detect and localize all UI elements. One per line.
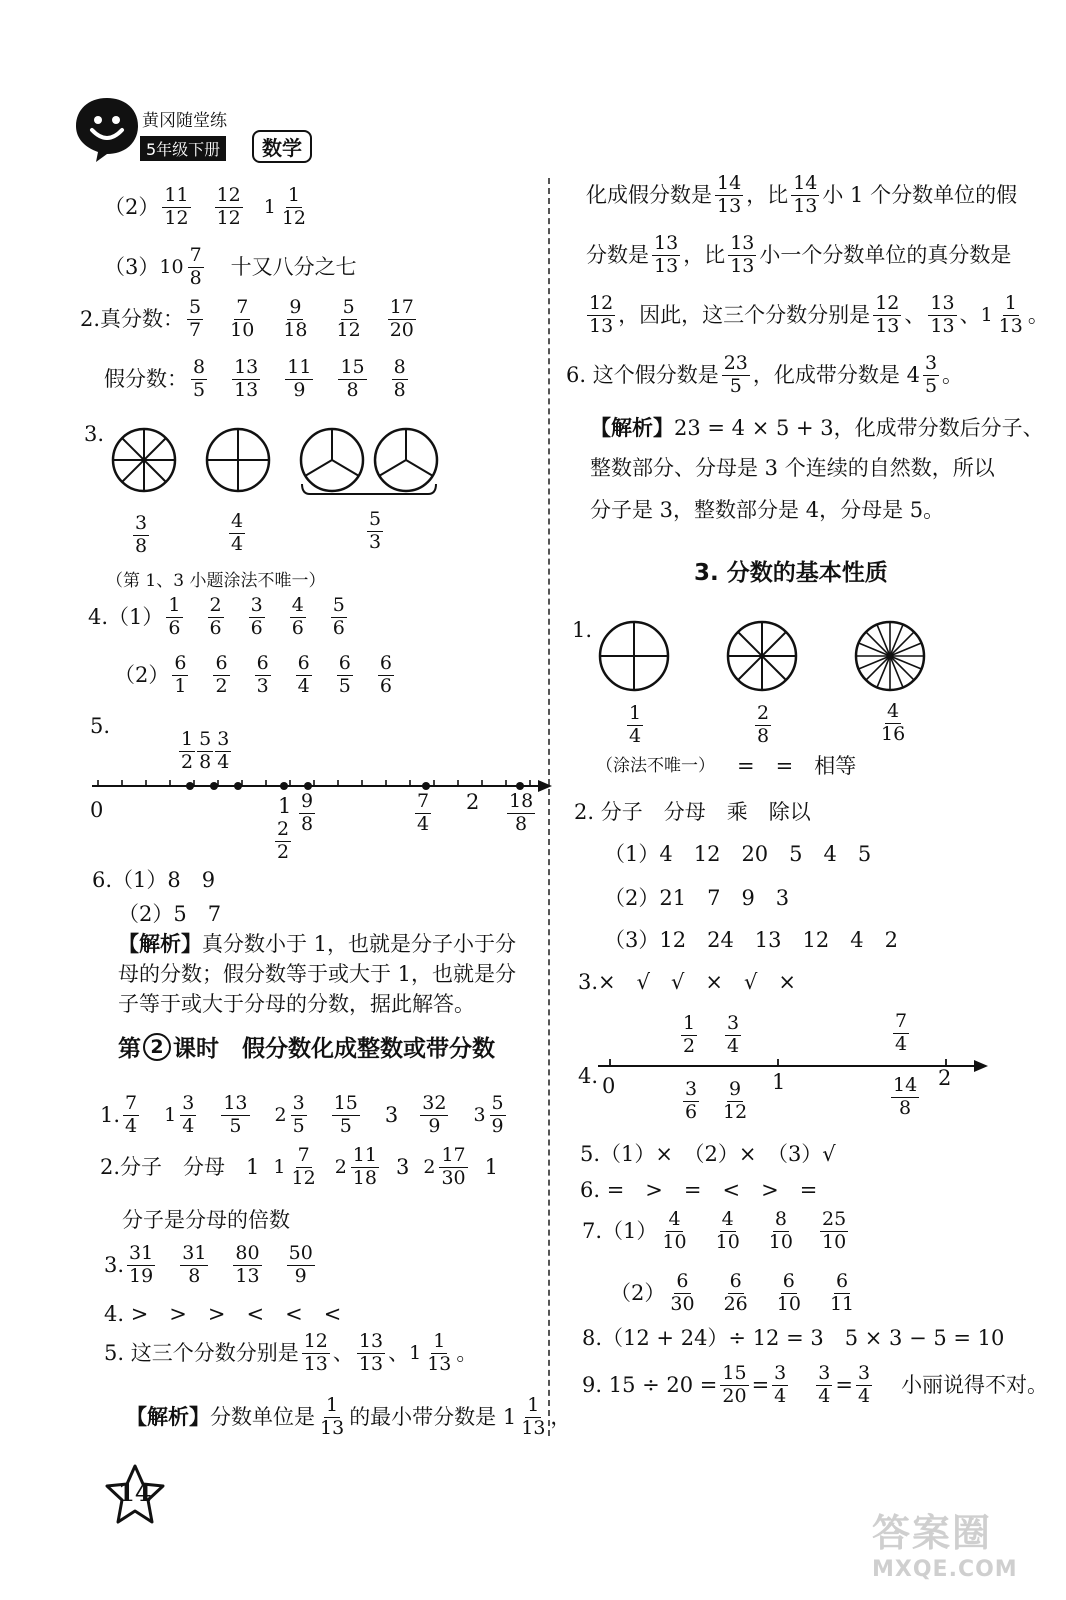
fraction: $\frac{5}{6}$	[332, 594, 345, 639]
q6-right-analysis1: 【解析】23 = 4 × 5 + 3，化成带分数后分子、	[590, 416, 1044, 440]
q5-one: 1	[278, 794, 292, 818]
s9-answer: 9. 15 ÷ 20 = $\frac{15}{20}$ = $\frac{3}{4}$ $\frac{3}{4}$ = $\frac{3}{4}$ 小丽说得不对。	[582, 1362, 1049, 1407]
l3-answers: 3. $\frac{31}{19}$ $\frac{31}{8}$ $\frac{80}{13}$ $\frac{50}{9}$	[104, 1242, 313, 1287]
q3-fraction-1: $\frac{3}{8}$	[135, 512, 148, 557]
s1-note: （涂法不唯一） = = 相等	[596, 754, 857, 778]
s4-above-3: $\frac{7}{4}$	[895, 1010, 908, 1055]
subject-label: 数学	[252, 130, 312, 163]
s1-fraction-1: $\frac{1}{4}$	[629, 702, 642, 747]
fraction: $\frac{3}{6}$	[250, 594, 263, 639]
s4-zero: 0	[602, 1074, 616, 1098]
smiley-logo-icon	[74, 96, 140, 162]
fraction: $\frac{6}{2}$	[215, 652, 228, 697]
fraction: $\frac{7}{10}$	[230, 296, 255, 341]
q3-fraction-3: $\frac{5}{3}$	[369, 508, 382, 553]
s1-fraction-3: $\frac{4}{16}$	[881, 700, 906, 745]
s5-answers: 5.（1）× （2）× （3）√	[580, 1142, 836, 1166]
s4-above-1: $\frac{1}{2}$	[683, 1012, 696, 1057]
fraction: $\frac{8}{5}$	[193, 356, 206, 401]
grade-label: 5年级下册	[140, 136, 226, 161]
fraction: $\frac{1}{6}$	[168, 594, 181, 639]
q3-circles	[110, 428, 450, 498]
q1-part3: （3） 10 $\frac{7}{8}$ 十又八分之七	[104, 244, 357, 289]
s1-fraction-2: $\frac{2}{8}$	[757, 702, 770, 747]
l2-line2: 分子是分母的倍数	[122, 1208, 290, 1232]
fraction: $\frac{15}{8}$	[340, 356, 365, 401]
q1-part2: （2） $\frac{11}{12}$ $\frac{12}{12}$ 1 $\frac{1}{12}$	[104, 186, 311, 229]
circle-quarters-icon	[600, 622, 668, 690]
q5-zero: 0	[90, 798, 104, 822]
fraction: $\frac{13}{13}$	[234, 356, 259, 401]
q5-seven-quarters: $\frac{7}{4}$	[417, 790, 430, 835]
q5-two-over-two: $\frac{2}{2}$	[277, 818, 290, 863]
l5-answer: 5. 这三个分数分别是 $\frac{12}{13}$ 、 $\frac{13}{13}$ 、 1 $\frac{1}{13}$ 。	[104, 1330, 478, 1375]
s4-above-2: $\frac{3}{4}$	[727, 1012, 740, 1057]
column-divider	[548, 178, 550, 1436]
l4-answers: 4. > > > < < <	[104, 1302, 342, 1326]
circle-thirds-icon	[375, 429, 437, 491]
fraction: $\frac{6}{4}$	[297, 652, 310, 697]
q5-number: 5.	[90, 714, 111, 738]
l1-answers: 1. $\frac{7}{4}$ 1 $\frac{3}{4}$ $\frac{13}{5}$ 2 $\frac{3}{5}$ $\frac{15}{5}$ 3 $\frac{32}{9}$ 3 $\frac{5}{9}$	[100, 1092, 504, 1137]
section3-heading: 3. 分数的基本性质	[694, 560, 888, 586]
s3-answers: 3.× √ √ × √ ×	[578, 970, 796, 994]
lesson-number-badge: 2	[143, 1033, 171, 1061]
l5-analysis: 【解析】 分数单位是 $\frac{1}{13}$ 的最小带分数是 1 $\frac{1}{13}$ ，	[126, 1394, 572, 1439]
q6-analysis-line2: 母的分数；假分数等于或大于 1，也就是分	[118, 962, 517, 986]
circle-eighths-icon	[113, 429, 175, 491]
q6-analysis-line3: 子等于或大于分母的分数，据此解答。	[118, 992, 475, 1016]
q2-proper: 2. 真分数： $\frac{5}{7}$ $\frac{7}{10}$ $\frac{9}{18}$ $\frac{5}{12}$ $\frac{17}{20}$	[80, 296, 414, 341]
s1-circles	[598, 620, 928, 694]
s4-number-line	[596, 1056, 988, 1080]
circle-sixteenths-icon	[856, 622, 924, 690]
s4-below-2: $\frac{9}{12}$	[723, 1078, 748, 1123]
fraction: $\frac{6}{6}$	[379, 652, 392, 697]
q5-eighteen-eighths: $\frac{18}{8}$	[509, 790, 534, 835]
fraction: $\frac{17}{20}$	[389, 296, 414, 341]
q5-nine-eighths: $\frac{9}{8}$	[301, 790, 314, 835]
q4-part2: （2） $\frac{6}{1}$ $\frac{6}{2}$ $\frac{6}{3}$ $\frac{6}{4}$ $\frac{6}{5}$ $\frac{6}{6}$	[114, 652, 392, 697]
s7-part1: 7. （1） $\frac{4}{10}$ $\frac{4}{10}$ $\frac{8}{10}$ $\frac{25}{10}$	[582, 1208, 847, 1253]
mixed-number: 1 $\frac{1}{12}$	[263, 184, 307, 229]
q2-improper: 假分数： $\frac{8}{5}$ $\frac{13}{13}$ $\frac{11}{9}$ $\frac{15}{8}$ $\frac{8}{8}$	[104, 356, 406, 401]
circle-quarters-icon	[207, 429, 269, 491]
circle-thirds-icon	[301, 429, 363, 491]
page-number: 14	[118, 1478, 152, 1507]
fraction: $\frac{5}{7}$	[189, 296, 202, 341]
s6-answers: 6. = > = < > =	[580, 1178, 818, 1202]
watermark: 答案圈 MXQE.COM	[872, 1511, 1018, 1582]
q3-note: （第 1、3 小题涂法不唯一）	[106, 571, 326, 591]
s4-number: 4.	[578, 1064, 599, 1088]
fraction: $\frac{6}{3}$	[256, 652, 269, 697]
s1-number: 1.	[572, 618, 593, 642]
q6-analysis-line1: 【解析】真分数小于 1，也就是分子小于分	[118, 932, 517, 956]
q6-part1: 6.（1）8 9	[92, 868, 216, 892]
mixed-number: 10 $\frac{7}{8}$	[159, 244, 202, 289]
fraction: $\frac{4}{6}$	[291, 594, 304, 639]
q3-number: 3.	[84, 422, 105, 446]
q4-part1: 4. （1） $\frac{1}{6}$ $\frac{2}{6}$ $\frac{3}{6}$ $\frac{4}{6}$ $\frac{5}{6}$	[88, 594, 345, 639]
s2-line0: 2. 分子 分母 乘 除以	[574, 800, 811, 824]
q6-part2: （2）5 7	[118, 902, 222, 926]
s4-below-1: $\frac{3}{6}$	[685, 1078, 698, 1123]
s4-two: 2	[938, 1066, 952, 1090]
s8-answer: 8.（12 + 24）÷ 12 = 3 5 × 3 − 5 = 10	[582, 1326, 1005, 1350]
s2-part1: （1）4 12 20 5 4 5	[604, 842, 872, 866]
q6-right-analysis3: 分子是 3，整数部分是 4，分母是 5。	[590, 498, 945, 522]
fraction: $\frac{11}{9}$	[287, 356, 312, 401]
q5-number-line	[90, 772, 552, 802]
s4-one: 1	[772, 1070, 786, 1094]
fraction: $\frac{5}{12}$	[336, 296, 361, 341]
circle-eighths-icon	[728, 622, 796, 690]
q5-two: 2	[466, 790, 480, 814]
s4-below-3: $\frac{14}{8}$	[893, 1074, 918, 1119]
q5-above-labels: $\frac{1}{2}$ $\frac{5}{8}$ $\frac{3}{4}$	[181, 728, 230, 773]
fraction: $\frac{6}{1}$	[174, 652, 187, 697]
fraction: $\frac{12}{12}$	[216, 184, 241, 229]
s7-part2: （2） $\frac{6}{30}$ $\frac{6}{26}$ $\frac{6}{10}$ $\frac{6}{11}$	[610, 1270, 855, 1315]
fraction: $\frac{6}{5}$	[338, 652, 351, 697]
l2-answers: 2. 分子 分母 1 1 $\frac{7}{12}$ 2 $\frac{11}{18}$ 3 2 $\frac{17}{30}$ 1	[100, 1144, 499, 1189]
cont-line-b: 分数是 $\frac{13}{13}$ ，比 $\frac{13}{13}$ 小一个分数单位的真分数是	[586, 232, 1012, 277]
cont-line-a: 化成假分数是 $\frac{14}{13}$ ，比 $\frac{14}{13}$ 小 1 个分数单位的假	[586, 172, 1018, 217]
q6-right: 6. 这个假分数是 $\frac{23}{5}$ ，化成带分数是 4 $\frac{3}{5}$ 。	[566, 352, 964, 397]
fraction: $\frac{11}{12}$	[164, 184, 189, 229]
lesson2-heading: 第 2 课时 假分数化成整数或带分数	[118, 1030, 495, 1063]
fraction: $\frac{8}{8}$	[393, 356, 406, 401]
s2-part3: （3）12 24 13 12 4 2	[604, 928, 898, 952]
cont-line-c: $\frac{12}{13}$ ，因此，这三个分数分别是 $\frac{12}{13}$ 、 $\frac{13}{13}$ 、 1 $\frac{1}{13}$ 。	[589, 292, 1049, 337]
s2-part2: （2）21 7 9 3	[604, 886, 790, 910]
fraction: $\frac{2}{6}$	[209, 594, 222, 639]
series-title: 黄冈随堂练	[142, 111, 227, 131]
fraction: $\frac{9}{18}$	[283, 296, 308, 341]
q3-fraction-2: $\frac{4}{4}$	[231, 510, 244, 555]
q6-right-analysis2: 整数部分、分母是 3 个连续的自然数，所以	[590, 456, 995, 480]
